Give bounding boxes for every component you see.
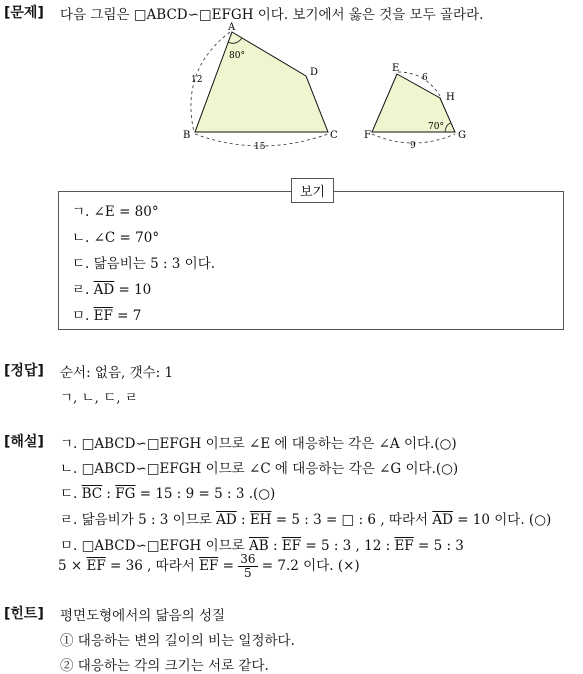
hint-line-1: 평면도형에서의 닮음의 성질: [60, 608, 226, 624]
label-bc: 15: [254, 142, 266, 152]
answer-line-1: 순서: 없음, 갯수: 1: [60, 365, 174, 381]
hint-tag: [힌트]: [4, 606, 44, 622]
answer-line-2: ㄱ, ㄴ, ㄷ, ㄹ: [60, 390, 138, 406]
bogi-item-3: ㄷ. 닮음비는 5 : 3 이다.: [72, 256, 216, 272]
bogi-item-5: ㅁ. $\overline{EF} = 7$: [72, 308, 142, 324]
hint-line-2: ① 대응하는 변의 길이의 비는 일정하다.: [60, 633, 295, 649]
label-fg: 9: [410, 141, 416, 151]
problem-text: 다음 그림은 □ABCD∽□EFGH 이다. 보기에서 옳은 것을 모두 골라라.: [60, 7, 484, 23]
bogi-item-4: ㄹ. $\overline{AD} = 10$: [72, 282, 152, 298]
explanation-line-6: $5 \times \overline{EF} = 36$ , 따라서 $\overline{EF}$ = $\frac{36}{5}$ = 7.2 이다. (×): [58, 552, 360, 580]
explanation-line-1: ㄱ. □ABCD∽□EFGH 이므로 ∠E 에 대응하는 각은 ∠A 이다.(○): [60, 436, 457, 452]
explanation-line-2: ㄴ. □ABCD∽□EFGH 이므로 ∠C 에 대응하는 각은 ∠G 이다.(○): [60, 461, 459, 477]
label-angle-g: 70°: [428, 122, 444, 132]
label-b: B: [183, 130, 191, 141]
explanation-tag: [해설]: [4, 434, 44, 450]
label-d: D: [310, 67, 319, 78]
label-c: C: [330, 130, 338, 141]
label-g: G: [458, 130, 466, 141]
bogi-title: 보기: [291, 178, 334, 203]
quad-abcd: [195, 32, 328, 132]
fraction-36-5: $\frac{36}{5}$: [240, 552, 256, 580]
label-eh: 6: [422, 73, 428, 83]
label-h: H: [446, 92, 455, 103]
label-a: A: [228, 22, 236, 33]
explanation-line-4: ㄹ. 닮음비가 5 : 3 이므로 $\overline{AD}$ : $\overline{EH} = 5$ : 3 = □ : 6 , 따라서 $\overline{AD} = 10$ 이다. (○): [60, 512, 552, 528]
similar-quadrilaterals-figure: [170, 20, 480, 155]
label-angle-a: 80°: [229, 51, 245, 61]
answer-tag: [정답]: [4, 363, 44, 379]
hint-line-3: ② 대응하는 각의 크기는 서로 같다.: [60, 658, 269, 674]
label-f: F: [364, 130, 371, 141]
bogi-item-2: ㄴ. ∠C = 70°: [72, 230, 160, 246]
explanation-line-5: ㅁ. □ABCD∽□EFGH 이므로 $\overline{AB}$ : $\overline{EF} = 5$ : 3 , 12 : $\overline{EF} = 5$ : 3: [60, 538, 464, 554]
explanation-line-3: ㄷ. $\overline{BC}$ : $\overline{FG} = 15$ : 9 = 5 : 3 .(○): [60, 486, 276, 502]
problem-tag: [문제]: [4, 5, 44, 21]
label-ab: 12: [191, 75, 203, 85]
label-e: E: [392, 63, 400, 74]
bogi-item-1: ㄱ. ∠E = 80°: [72, 204, 159, 220]
